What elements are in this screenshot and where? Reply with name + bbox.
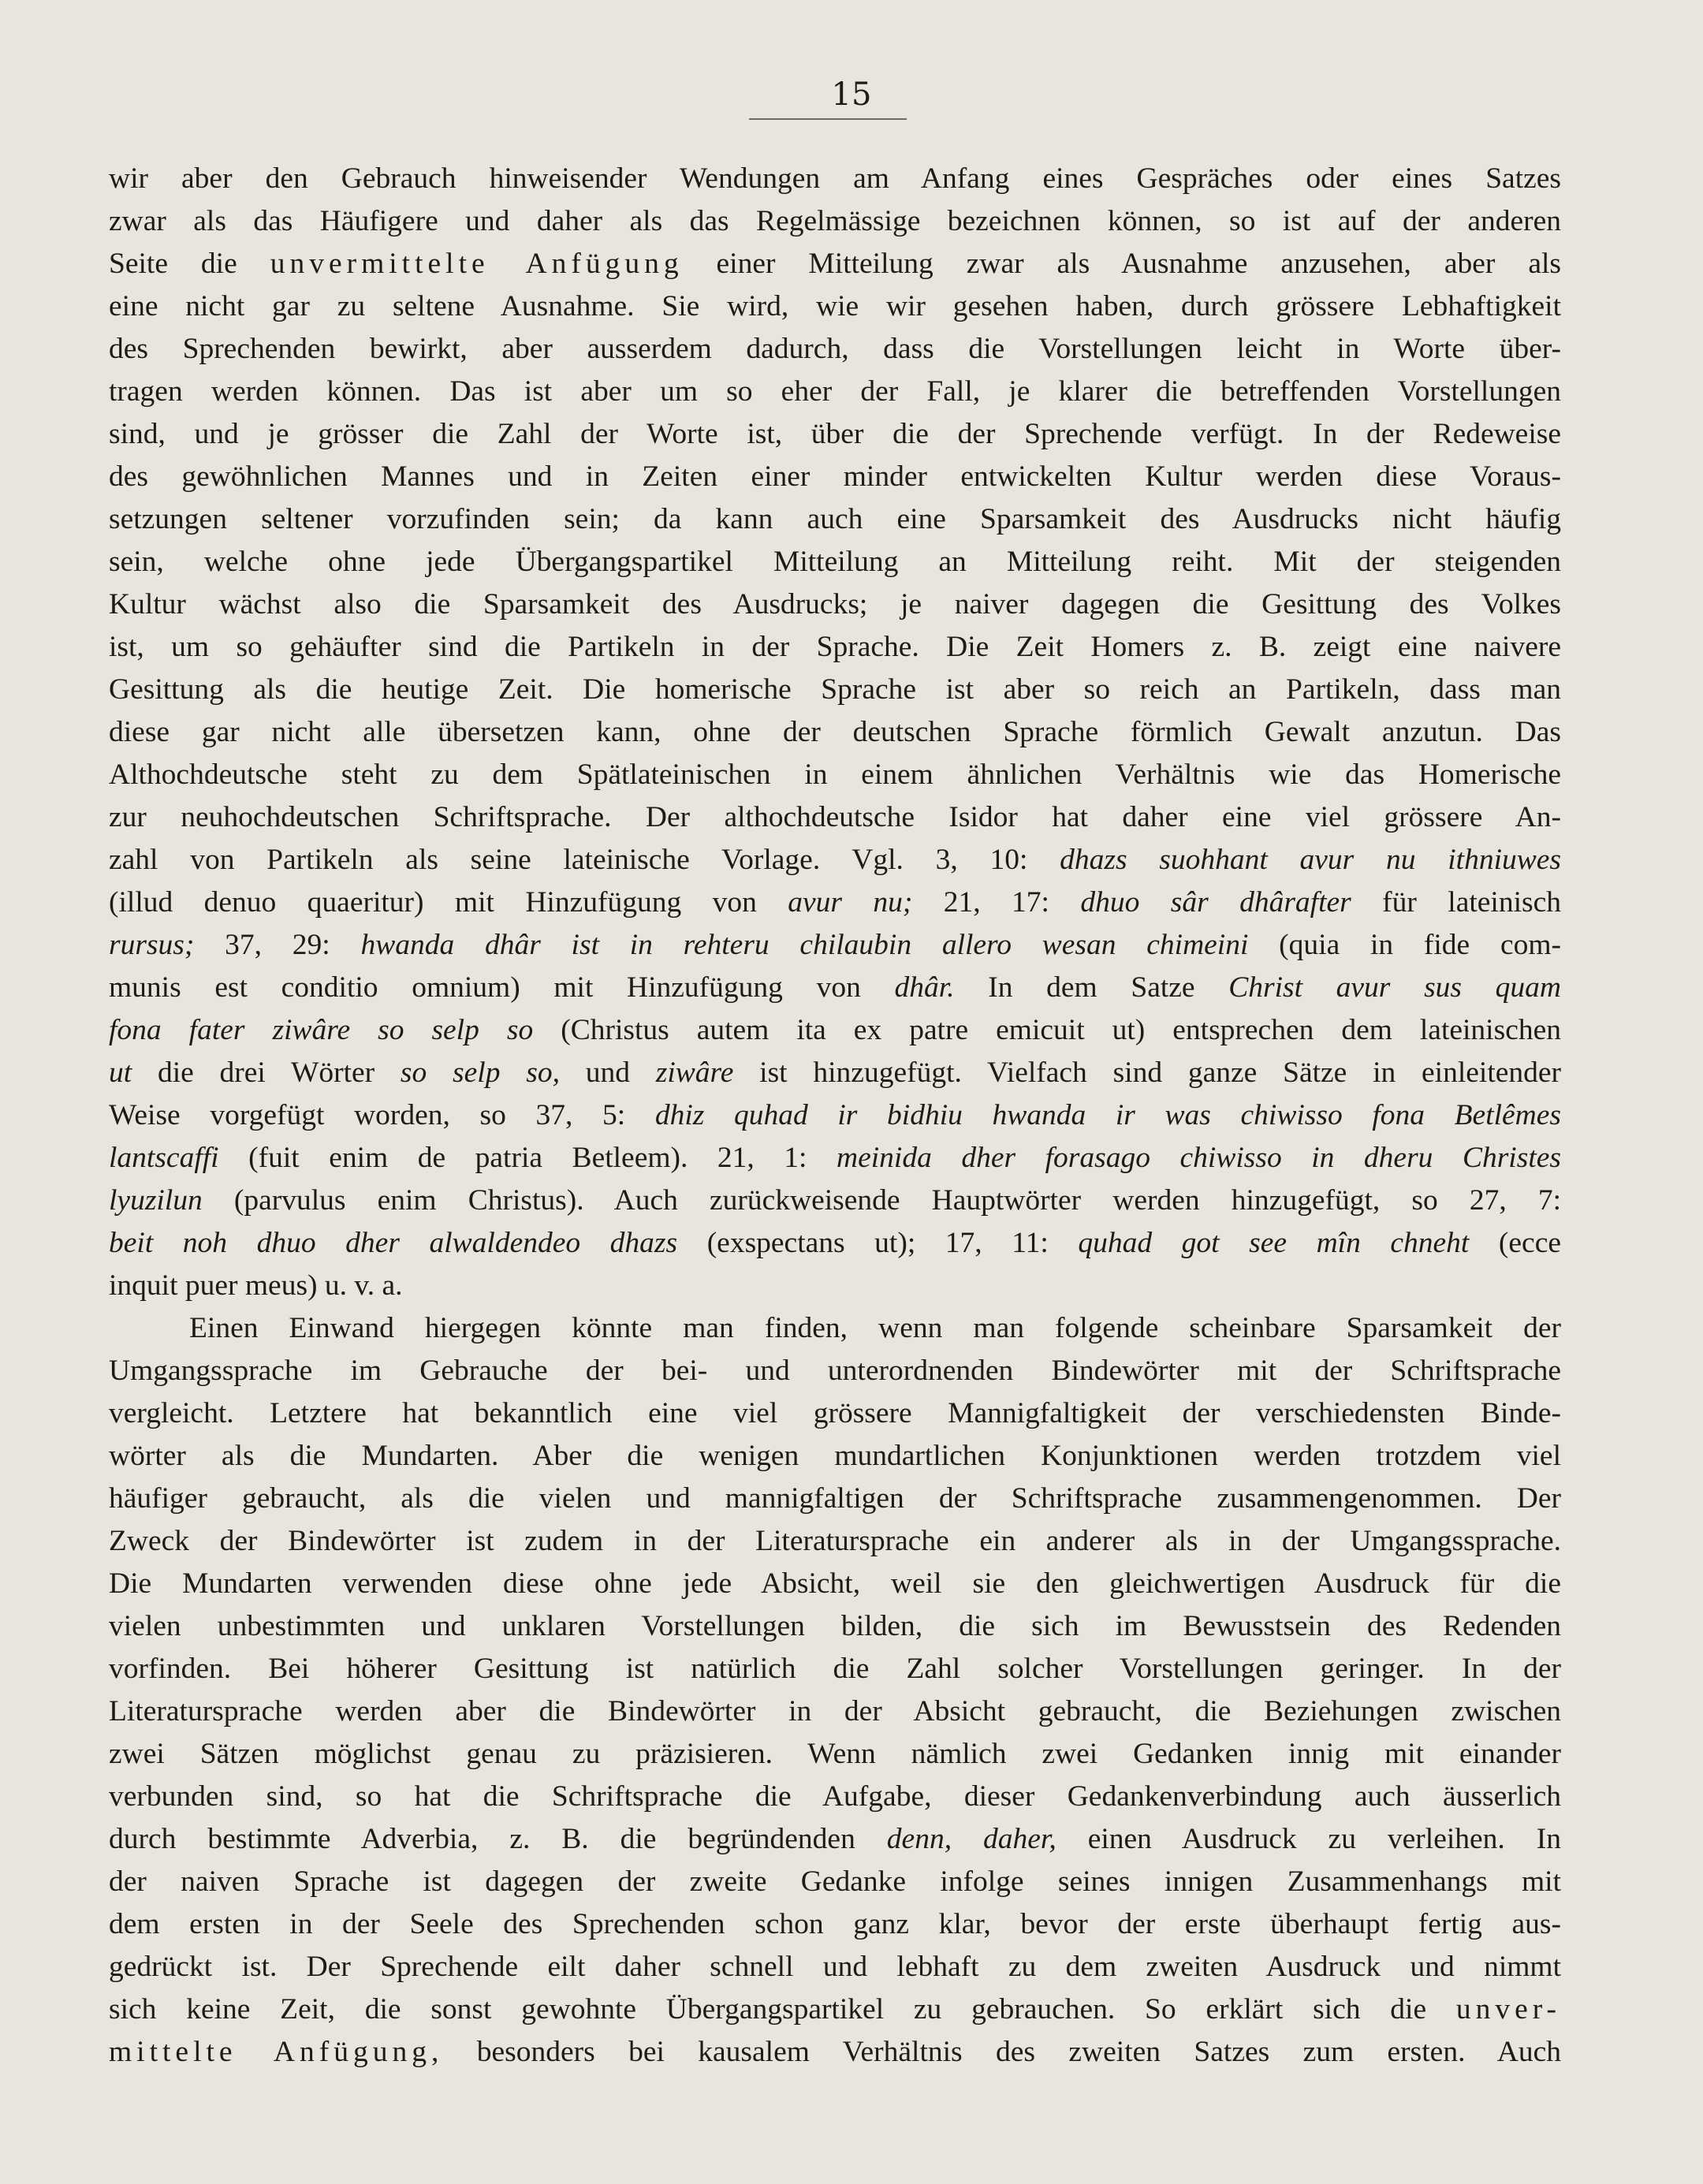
text-line <box>109 1988 1561 2031</box>
text-line <box>109 1435 1561 1478</box>
text-run: die drei Wörter <box>132 1057 401 1089</box>
text-run: Kultur wächst also die Sparsamkeit des Ausdrucks; je naiver dagegen die Gesittung des Volkes <box>109 588 1561 621</box>
text-run: Umgangssprache im Gebrauche der bei- und unterordnenden Bindewörter mit der Schriftsprache <box>109 1355 1561 1387</box>
text-line <box>109 1690 1561 1733</box>
text-line <box>109 796 1561 839</box>
text-run: verbunden sind, so hat die Schriftsprache die Aufgabe, dieser Gedankenverbindung auch äusserlich <box>109 1780 1561 1813</box>
text-line <box>109 1903 1561 1946</box>
text-line <box>109 541 1561 583</box>
text-run: (ecce <box>1469 1227 1561 1259</box>
text-run: Weise vorgefügt worden, so 37, 5: <box>109 1099 655 1131</box>
text-line <box>109 1180 1561 1222</box>
text-line <box>109 456 1561 498</box>
text-run: (quia in fide com- <box>1248 929 1561 961</box>
italic-quote: beit noh dhuo dher alwaldendeo dhazs <box>109 1227 678 1259</box>
text-line <box>109 200 1561 243</box>
italic-quote: rursus; <box>109 929 195 961</box>
text-run: für lateinisch <box>1351 886 1561 919</box>
body-text <box>109 158 1561 2074</box>
text-run: (Christus autem ita ex patre emicuit ut) entsprechen dem lateinischen <box>533 1014 1561 1046</box>
text-run: vergleicht. Letztere hat bekanntlich eine viel grössere Mannigfaltigkeit der verschiedensten Binde- <box>109 1397 1561 1429</box>
text-run: (exspectans ut); 17, 11: <box>677 1227 1079 1259</box>
text-line <box>109 1478 1561 1520</box>
text-run: wörter als die Mundarten. Aber die wenigen mundartlichen Konjunktionen werden trotzdem viel <box>109 1440 1561 1472</box>
text-line <box>109 1350 1561 1392</box>
text-line <box>109 158 1561 200</box>
text-line <box>109 1648 1561 1690</box>
text-run: durch bestimmte Adverbia, z. B. die begründenden <box>109 1823 887 1855</box>
text-run: (illud denuo quaeritur) mit Hinzufügung von <box>109 886 788 919</box>
text-run: Seite die <box>109 248 270 280</box>
text-run: eine nicht gar zu seltene Ausnahme. Sie wird, wie wir gesehen haben, durch grössere Lebhaftigkeit <box>109 290 1561 322</box>
page-number-rule <box>749 118 907 120</box>
text-line <box>109 413 1561 456</box>
text-run: munis est conditio omnium) mit Hinzufügung von <box>109 971 895 1004</box>
text-line <box>109 328 1561 371</box>
text-run: sind, und je grösser die Zahl der Worte ist, über die der Sprechende verfügt. In der Redeweise <box>109 418 1561 450</box>
text-run: ist hinzugefügt. Vielfach sind ganze Sätze in einleitender <box>733 1057 1562 1089</box>
text-line <box>109 967 1561 1009</box>
text-line <box>109 243 1561 285</box>
text-run: inquit puer meus) u. v. a. <box>109 1269 403 1302</box>
text-line <box>109 1392 1561 1435</box>
italic-quote: Christ avur sus quam <box>1228 971 1561 1004</box>
text-line <box>109 1222 1561 1265</box>
text-line <box>109 1605 1561 1648</box>
italic-quote: avur nu; <box>788 886 913 919</box>
page-number: 15 <box>831 76 872 113</box>
text-line <box>109 1733 1561 1776</box>
italic-quote: ziwâre <box>655 1057 734 1089</box>
text-run: (fuit enim de patria Betleem). 21, 1: <box>218 1142 837 1174</box>
text-run: Einen Einwand hiergegen könnte man finden, wenn man folgende scheinbare Sparsamkeit der <box>189 1312 1561 1344</box>
text-line <box>109 1137 1561 1180</box>
text-line <box>109 498 1561 541</box>
text-line <box>109 371 1561 413</box>
text-line <box>109 1265 1561 1307</box>
italic-quote: ut <box>109 1057 132 1089</box>
italic-quote: lyuzilun <box>109 1184 203 1217</box>
text-line <box>109 1861 1561 1903</box>
text-run: zahl von Partikeln als seine lateinische Vorlage. Vgl. 3, 10: <box>109 844 1060 876</box>
text-run: 37, 29: <box>194 929 361 961</box>
text-run: zwei Sätzen möglichst genau zu präzisieren. Wenn nämlich zwei Gedanken innig mit einander <box>109 1738 1561 1770</box>
text-line <box>109 1946 1561 1988</box>
text-run: Die Mundarten verwenden diese ohne jede Absicht, weil sie den gleichwertigen Ausdruck für die <box>109 1567 1561 1600</box>
text-line <box>109 1307 1561 1350</box>
text-run: besonders bei kausalem Verhältnis des zweiten Satzes zum ersten. Auch <box>443 2036 1561 2068</box>
text-run: zur neuhochdeutschen Schriftsprache. Der althochdeutsche Isidor hat daher eine viel grössere An- <box>109 801 1561 833</box>
text-run: des gewöhnlichen Mannes und in Zeiten einer minder entwickelten Kultur werden diese Voraus- <box>109 460 1561 493</box>
text-line <box>109 583 1561 626</box>
italic-quote: dhuo sâr dhârafter <box>1080 886 1351 919</box>
text-run: des Sprechenden bewirkt, aber ausserdem dadurch, dass die Vorstellungen leicht in Worte über- <box>109 333 1561 365</box>
italic-quote: dhazs suohhant avur nu ithniuwes <box>1060 844 1562 876</box>
text-run: der naiven Sprache ist dagegen der zweite Gedanke infolge seines innigen Zusammenhangs mit <box>109 1865 1561 1898</box>
text-line <box>109 1520 1561 1563</box>
text-run: tragen werden können. Das ist aber um so eher der Fall, je klarer die betreffenden Vorstellungen <box>109 375 1561 408</box>
italic-quote: dhiz quhad ir bidhiu hwanda ir was chiwisso fona Betlêmes <box>654 1099 1561 1131</box>
text-run: (parvulus enim Christus). Auch zurückweisende Hauptwörter werden hinzugefügt, so 27, 7: <box>202 1184 1561 1217</box>
text-run: zwar als das Häufigere und daher als das Regelmässige bezeichnen können, so ist auf der anderen <box>109 205 1561 237</box>
text-run: Literatursprache werden aber die Bindewörter in der Absicht gebraucht, die Beziehungen zwischen <box>109 1695 1561 1727</box>
text-run: Althochdeutsche steht zu dem Spätlateinischen in einem ähnlichen Verhältnis wie das Homerische <box>109 758 1561 791</box>
text-line <box>109 1009 1561 1052</box>
text-run: In dem Satze <box>954 971 1229 1004</box>
text-line <box>109 1563 1561 1605</box>
text-line <box>109 881 1561 924</box>
italic-quote: meinida dher forasago chiwisso in dheru Christes <box>837 1142 1561 1174</box>
italic-quote: lantscaffi <box>109 1142 219 1174</box>
italic-quote: denn, daher, <box>886 1823 1056 1855</box>
text-line <box>109 1818 1561 1861</box>
italic-quote: hwanda dhâr ist in rehteru chilaubin allero wesan chimeini <box>360 929 1249 961</box>
text-line <box>109 1052 1561 1094</box>
text-line <box>109 839 1561 881</box>
text-line <box>109 924 1561 967</box>
text-run: Zweck der Bindewörter ist zudem in der Literatursprache ein anderer als in der Umgangssprache. <box>109 1525 1561 1557</box>
text-line <box>109 754 1561 796</box>
spaced-emphasis: unvermittelte Anfügung <box>270 248 684 280</box>
text-run: ist, um so gehäufter sind die Partikeln in der Sprache. Die Zeit Homers z. B. zeigt eine naivere <box>109 631 1561 663</box>
italic-quote: dhâr. <box>894 971 955 1004</box>
text-run: Gesittung als die heutige Zeit. Die homerische Sprache ist aber so reich an Partikeln, dass man <box>109 673 1561 706</box>
text-line <box>109 711 1561 754</box>
spaced-emphasis: mittelte Anfügung, <box>109 2036 444 2068</box>
text-line <box>109 2031 1561 2074</box>
italic-quote: quhad got see mîn chneht <box>1078 1227 1470 1259</box>
text-line <box>109 285 1561 328</box>
text-line <box>109 1094 1561 1137</box>
text-run: 21, 17: <box>912 886 1081 919</box>
spaced-emphasis: unver- <box>1455 1993 1561 2026</box>
text-run: dem ersten in der Seele des Sprechenden schon ganz klar, bevor der erste überhaupt fertig aus- <box>109 1908 1561 1940</box>
text-line <box>109 626 1561 669</box>
text-run: einen Ausdruck zu verleihen. In <box>1056 1823 1561 1855</box>
text-line <box>109 1776 1561 1818</box>
text-run: einer Mitteilung zwar als Ausnahme anzusehen, aber als <box>683 248 1562 280</box>
text-run: gedrückt ist. Der Sprechende eilt daher schnell und lebhaft zu dem zweiten Ausdruck und nimmt <box>109 1951 1561 1983</box>
text-run: vielen unbestimmten und unklaren Vorstellungen bilden, die sich im Bewusstsein des Redenden <box>109 1610 1561 1642</box>
text-run: sich keine Zeit, die sonst gewohnte Übergangspartikel zu gebrauchen. So erklärt sich die <box>109 1993 1456 2026</box>
text-run: wir aber den Gebrauch hinweisender Wendungen am Anfang eines Gespräches oder eines Satzes <box>109 162 1561 195</box>
text-run: sein, welche ohne jede Übergangspartikel Mitteilung an Mitteilung reiht. Mit der steigenden <box>109 546 1561 578</box>
italic-quote: so selp so, <box>400 1057 560 1089</box>
italic-quote: fona fater ziwâre so selp so <box>109 1014 534 1046</box>
text-run: diese gar nicht alle übersetzen kann, ohne der deutschen Sprache förmlich Gewalt anzutun. Das <box>109 716 1561 748</box>
text-line <box>109 669 1561 711</box>
text-run: häufiger gebraucht, als die vielen und mannigfaltigen der Schriftsprache zusammengenommen. Der <box>109 1482 1561 1515</box>
text-run: vorfinden. Bei höherer Gesittung ist natürlich die Zahl solcher Vorstellungen geringer. In der <box>109 1653 1561 1685</box>
text-run: setzungen seltener vorzufinden sein; da kann auch eine Sparsamkeit des Ausdrucks nicht häufig <box>109 503 1561 535</box>
text-run: und <box>559 1057 656 1089</box>
